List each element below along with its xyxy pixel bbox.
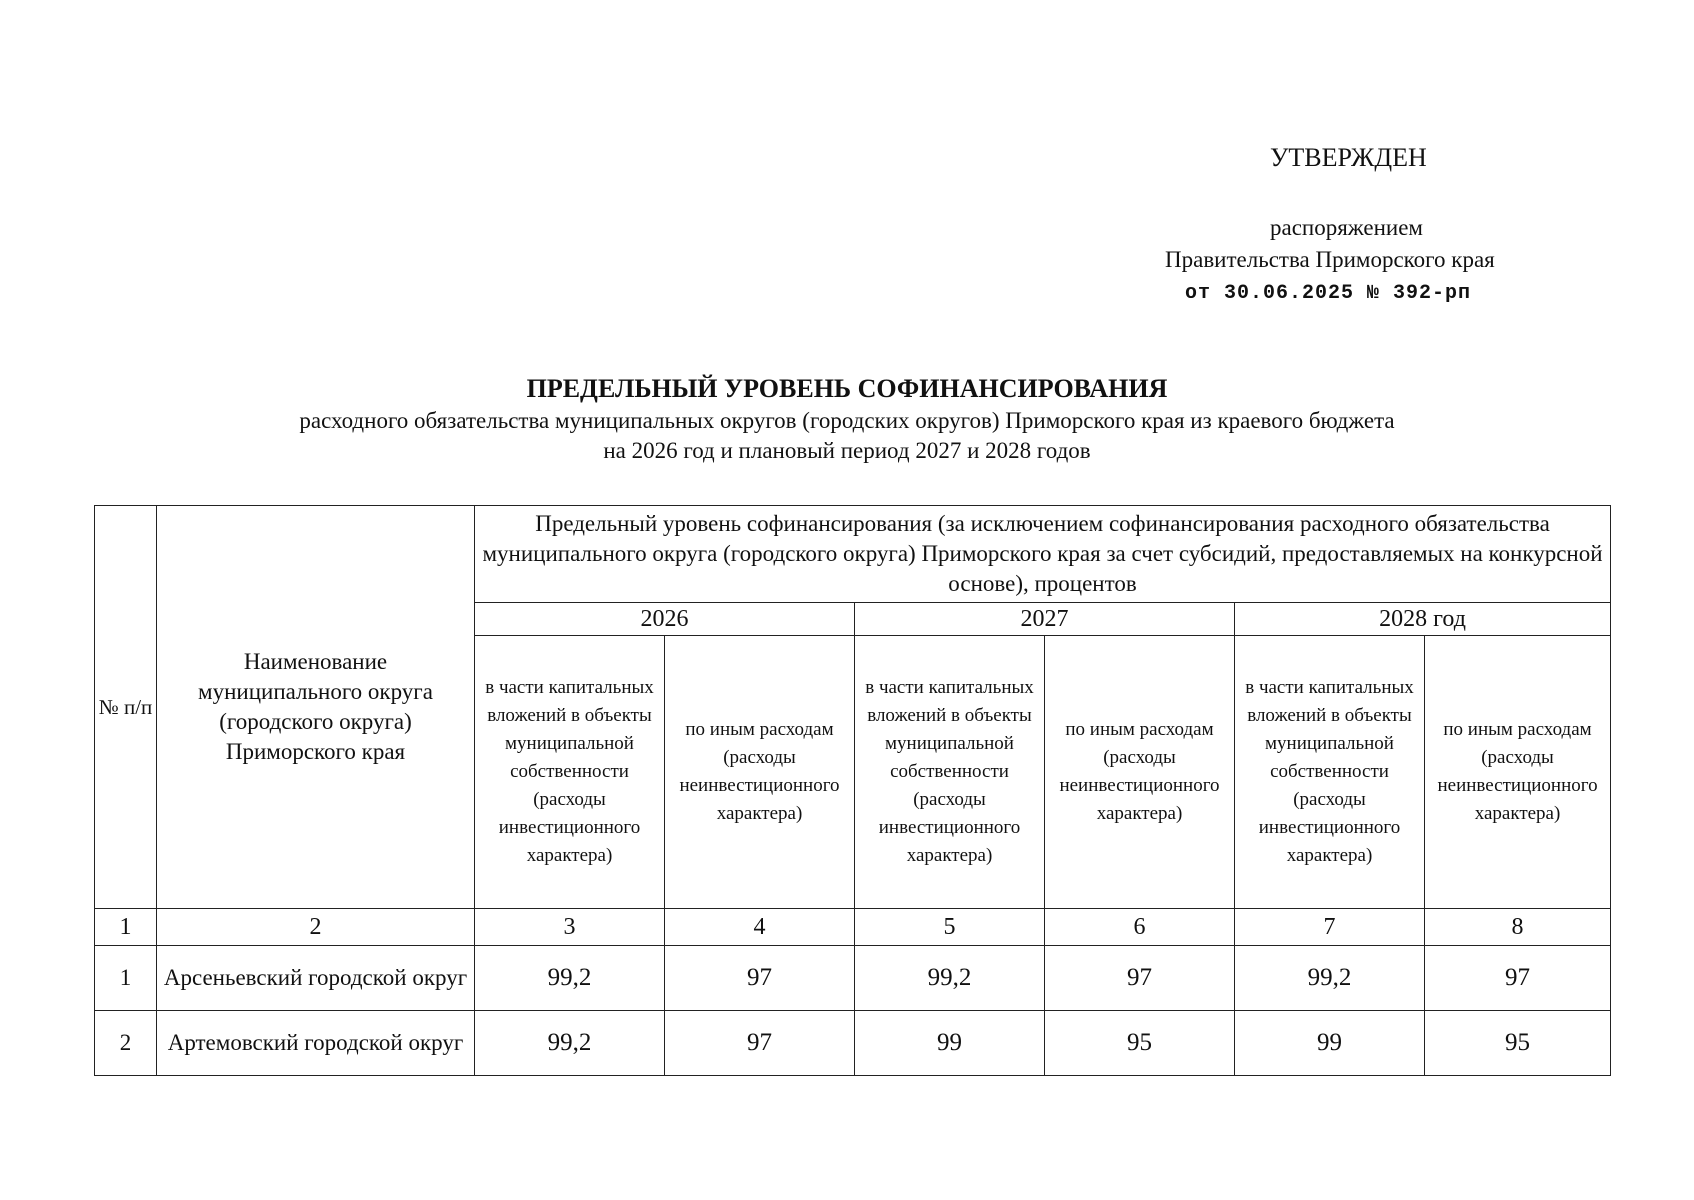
column-header-group: Предельный уровень софинансирования (за исключением софинансирования расходного обязательства муниципального округа (городского округа) Приморского края за счет субсидий, предоставляемых на конкурсной основе), процентов xyxy=(475,506,1611,603)
title-subtitle: расходного обязательства муниципальных округов (городских округов) Приморского края из краевого бюджета xyxy=(299,408,1395,433)
row-number: 1 xyxy=(95,946,157,1011)
row-number: 2 xyxy=(95,1011,157,1076)
approval-line-order: распоряжением xyxy=(1270,215,1423,240)
approval-line-date-number: от 30.06.2025 № 392-рп xyxy=(1185,282,1472,305)
row-value-other-2028: 97 xyxy=(1425,946,1611,1011)
column-header-number: № п/п xyxy=(95,506,157,909)
row-value-other-2027: 95 xyxy=(1045,1011,1235,1076)
table-row xyxy=(95,1011,1611,1076)
row-value-other-2026: 97 xyxy=(665,1011,855,1076)
row-value-capital-2028: 99,2 xyxy=(1235,946,1425,1011)
subheader-other-2028: по иным расходам (расходы неинвестиционного характера) xyxy=(1425,636,1611,909)
title-period: на 2026 год и плановый период 2027 и 2028 годов xyxy=(603,438,1091,463)
header-row-group xyxy=(95,506,1611,603)
column-number-7: 7 xyxy=(1235,909,1425,946)
column-header-name: Наименование муниципального округа (городского округа) Приморского края xyxy=(157,506,475,909)
column-number-1: 1 xyxy=(95,909,157,946)
table-row xyxy=(95,946,1611,1011)
row-value-capital-2028: 99 xyxy=(1235,1011,1425,1076)
column-number-4: 4 xyxy=(665,909,855,946)
row-value-capital-2027: 99 xyxy=(855,1011,1045,1076)
row-value-capital-2026: 99,2 xyxy=(475,1011,665,1076)
row-value-other-2028: 95 xyxy=(1425,1011,1611,1076)
year-header-2028: 2028 год xyxy=(1235,603,1611,636)
column-number-8: 8 xyxy=(1425,909,1611,946)
column-numbers-row xyxy=(95,909,1611,946)
column-number-5: 5 xyxy=(855,909,1045,946)
row-value-other-2026: 97 xyxy=(665,946,855,1011)
approval-heading: УТВЕРЖДЕН xyxy=(1270,143,1427,172)
row-district-name: Арсеньевский городской округ xyxy=(157,946,475,1011)
column-number-2: 2 xyxy=(157,909,475,946)
year-header-2027: 2027 xyxy=(855,603,1235,636)
year-header-2026: 2026 xyxy=(475,603,855,636)
column-number-6: 6 xyxy=(1045,909,1235,946)
cofinancing-table xyxy=(94,505,1611,1076)
row-value-other-2027: 97 xyxy=(1045,946,1235,1011)
column-number-3: 3 xyxy=(475,909,665,946)
subheader-capital-2028: в части капитальных вложений в объекты муниципальной собственности (расходы инвестиционного характера) xyxy=(1235,636,1425,909)
subheader-capital-2027: в части капитальных вложений в объекты муниципальной собственности (расходы инвестиционного характера) xyxy=(855,636,1045,909)
document-title xyxy=(0,372,1694,466)
row-district-name: Артемовский городской округ xyxy=(157,1011,475,1076)
subheader-capital-2026: в части капитальных вложений в объекты муниципальной собственности (расходы инвестиционного характера) xyxy=(475,636,665,909)
subheader-other-2026: по иным расходам (расходы неинвестиционного характера) xyxy=(665,636,855,909)
subheader-other-2027: по иным расходам (расходы неинвестиционного характера) xyxy=(1045,636,1235,909)
title-main: ПРЕДЕЛЬНЫЙ УРОВЕНЬ СОФИНАНСИРОВАНИЯ xyxy=(526,374,1168,403)
row-value-capital-2027: 99,2 xyxy=(855,946,1045,1011)
row-value-capital-2026: 99,2 xyxy=(475,946,665,1011)
approval-line-government: Правительства Приморского края xyxy=(1165,247,1495,272)
